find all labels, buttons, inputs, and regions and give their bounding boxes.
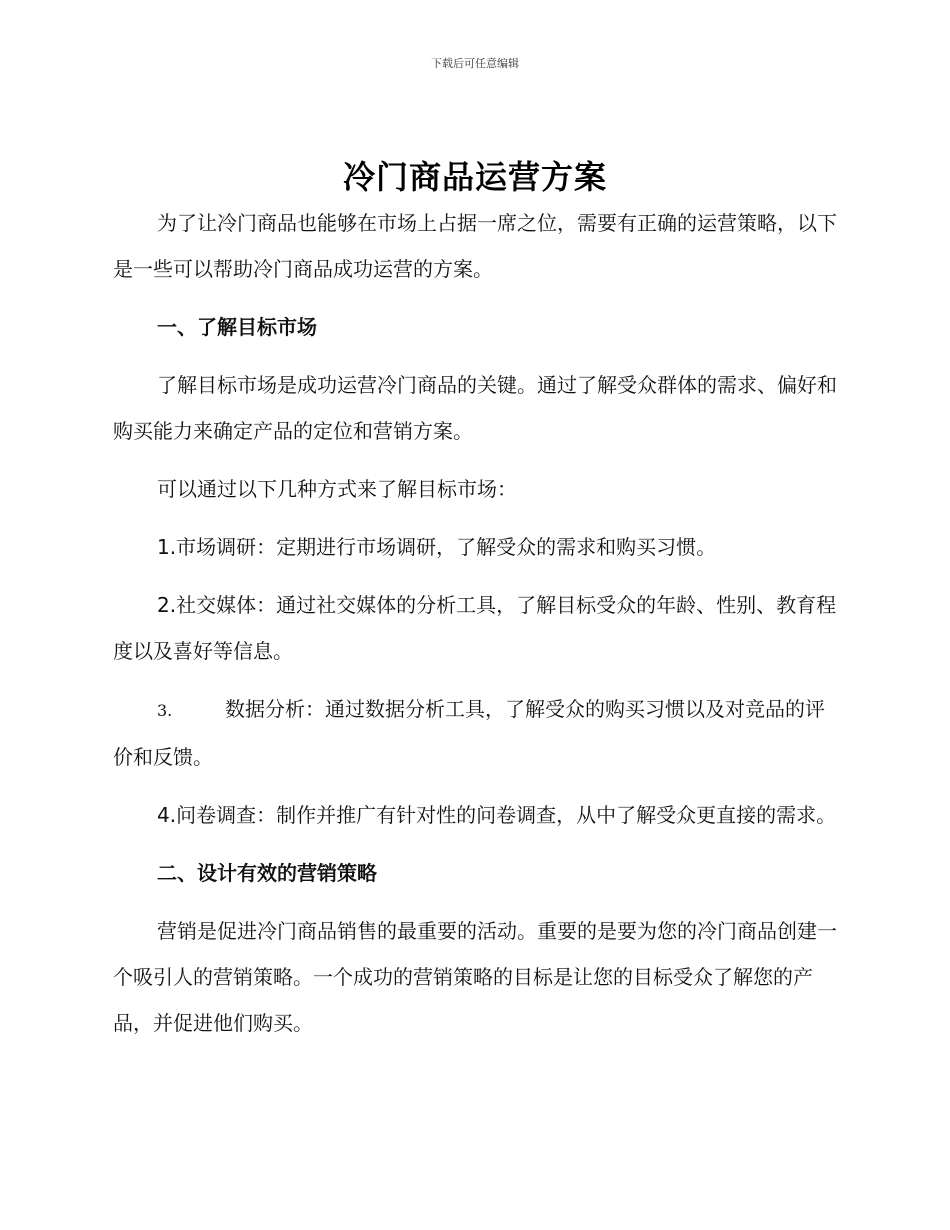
list-item-number: 3. [157, 701, 173, 720]
document-body [113, 200, 837, 1058]
list-item-text: 市场调研：定期进行市场调研，了解受众的需求和购买习惯。 [176, 535, 717, 559]
list-item-text: 问卷调查：制作并推广有针对性的问卷调查，从中了解受众更直接的需求。 [176, 803, 837, 827]
section-1-paragraph-1: 了解目标市场是成功运营冷门商品的关键。通过了解受众群体的需求、偏好和购买能力来确定产品的定位和营销方案。 [113, 373, 837, 443]
list-item-3 [113, 686, 837, 780]
list-item-1 [113, 524, 837, 570]
document-title: 冷门商品运营方案 [342, 158, 607, 196]
list-item-number: 2. [157, 593, 177, 617]
section-1-paragraph-2: 可以通过以下几种方式来了解目标市场： [157, 477, 517, 501]
list-item-text: 数据分析：通过数据分析工具，了解受众的购买习惯以及对竞品的评价和反馈。 [113, 697, 825, 769]
section-2-paragraph-1: 营销是促进冷门商品销售的最重要的活动。重要的是要为您的冷门商品创建一个吸引人的营销策略。一个成功的营销策略的目标是让您的目标受众了解您的产品，并促进他们购买。 [113, 919, 837, 1035]
intro-paragraph: 为了让冷门商品也能够在市场上占据一席之位，需要有正确的运营策略，以下是一些可以帮助冷门商品成功运营的方案。 [113, 211, 837, 281]
list-item-2 [113, 582, 837, 674]
header-note: 下载后可任意编辑 [431, 57, 519, 70]
list-item-number: 1. [157, 535, 177, 559]
list-item-number: 4. [157, 803, 177, 827]
list-item-4 [113, 792, 837, 838]
list-item-text: 社交媒体：通过社交媒体的分析工具，了解目标受众的年龄、性别、教育程度以及喜好等信息。 [113, 593, 837, 663]
section-1-heading: 一、了解目标市场 [157, 315, 317, 339]
section-2-heading: 二、设计有效的营销策略 [157, 861, 377, 885]
